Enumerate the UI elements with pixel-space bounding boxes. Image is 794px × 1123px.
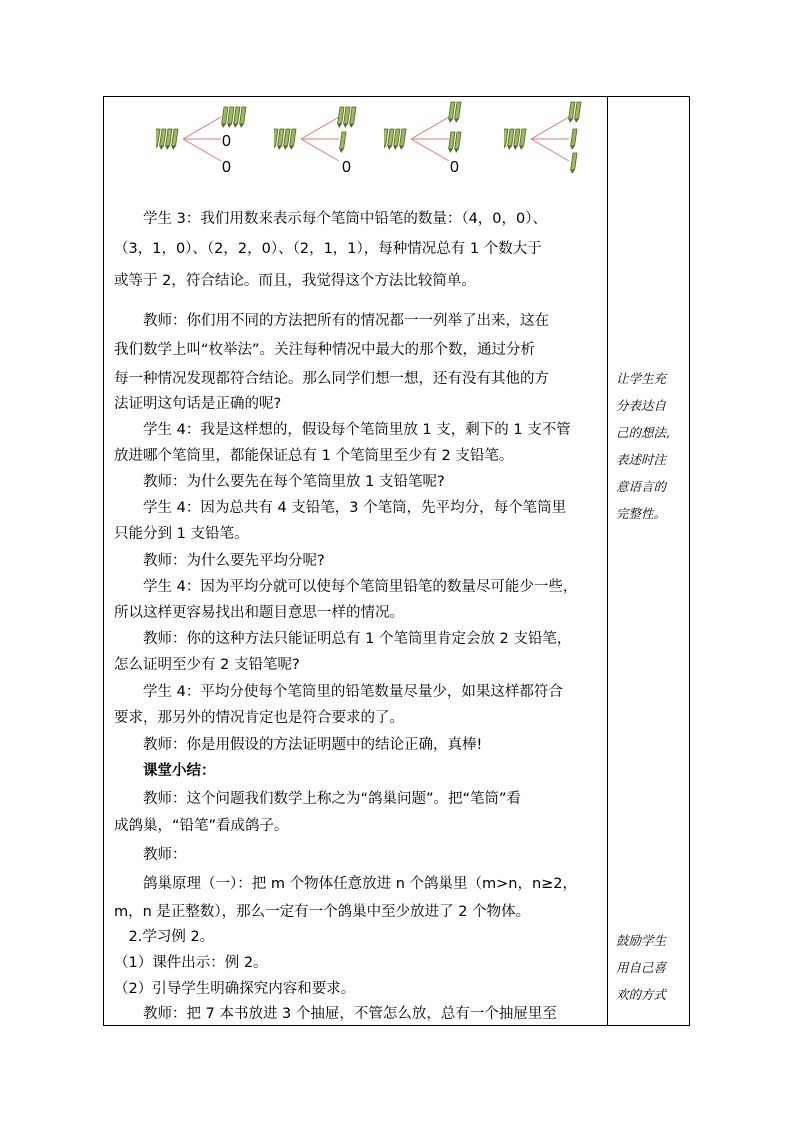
pencil-bundle [570, 153, 577, 174]
lesson-table [103, 96, 690, 1026]
student4c-line1: 学生 4：因为平均分就可以使每个笔筒里铅笔的数量尽可能少一些， [114, 579, 578, 595]
zero-label: 0 [342, 159, 351, 176]
student4b-line1: 学生 4：因为总共有 4 支铅笔，3 个笔筒，先平均分，每个笔筒里 [114, 500, 567, 516]
teacher6-line1: 教师：这个问题我们数学上称之为“鸽巢问题”。把“笔筒”看 [114, 791, 522, 807]
zero-label: 0 [450, 159, 459, 176]
example2-item2: （2）引导学生明确探究内容和要求。 [114, 981, 356, 997]
pencil-icon [513, 129, 520, 150]
teacher1-line3: 每一种情况发现都符合结论。那么同学们想一想，还有没有其他的方 [114, 371, 549, 387]
pencil-icon [239, 107, 246, 128]
figure-2-2-0 [384, 97, 494, 187]
pencil-bundle [274, 129, 296, 150]
pencil-bundle [448, 132, 461, 153]
principle-line1: 鸽巢原理（一）：把 m 个物体任意放进 n 个鸽巢里（m>n，n≥2， [114, 876, 578, 892]
pencil-icon [384, 129, 388, 150]
pencil-icon [349, 107, 356, 128]
teacher8: 教师：把 7 本书放进 3 个抽屉，不管怎么放，总有一个抽屉里至 [114, 1006, 557, 1022]
pencil-bundle [156, 129, 178, 150]
teacher6-line2: 成鸽巢，“铅笔”看成鸽子。 [114, 818, 289, 834]
teacher4-line1: 教师：你的这种方法只能证明总有 1 个笔筒里肯定会放 2 支铅笔， [114, 631, 572, 647]
student4d-line2: 要求，那另外的情况肯定也是符合要求的了。 [114, 710, 404, 726]
pencil-bundle [337, 107, 356, 128]
pencil-icon [570, 153, 577, 174]
teacher7: 教师： [114, 847, 187, 863]
summary-title: 课堂小结： [114, 763, 216, 779]
pencil-icon [274, 129, 278, 150]
note-line: 用自己喜 [616, 960, 667, 975]
pencil-icon [277, 129, 284, 150]
pencil-icon [574, 102, 581, 123]
side-note-expression [616, 365, 686, 527]
pencil-bundle [221, 107, 246, 128]
principle-line2: m，n 是正整数），那么一定有一个鸽巢中至少放进了 2 个物体。 [114, 904, 531, 920]
student3-line1: 学生 3：我们用数来表示每个笔筒中铅笔的数量：（4，0，0）、 [114, 211, 548, 227]
pencil-icon [448, 102, 455, 123]
teacher1-line4: 法证明这句话是正确的呢? [114, 396, 282, 412]
pencil-icon [289, 129, 296, 150]
figure-4-0-0 [156, 97, 266, 187]
note-line: 鼓励学生 [616, 933, 667, 948]
pencil-icon [227, 107, 234, 128]
student4b-line2: 只能分到 1 支铅笔。 [114, 526, 249, 542]
pencil-icon [507, 129, 514, 150]
pencil-icon [454, 102, 461, 123]
note-line: 表述时注 [616, 452, 667, 467]
figure-3-1-0 [274, 97, 384, 187]
teacher3: 教师：为什么要先平均分呢? [114, 553, 325, 569]
pencil-distribution-figures [114, 97, 612, 197]
side-note-encourage [616, 927, 686, 1008]
pencil-icon [343, 107, 350, 128]
pencil-icon [283, 129, 290, 150]
student3-line2: （3，1，0）、（2，2，0）、（2，1，1），每种情况总有 1 个数大于 [114, 241, 542, 257]
pencil-icon [165, 129, 172, 150]
note-line: 让学生充 [616, 371, 667, 386]
teacher5: 教师：你是用假设的方法证明题中的结论正确，真棒! [114, 737, 483, 753]
pencil-icon [387, 129, 394, 150]
notes-column [608, 97, 690, 1025]
pencil-icon [339, 132, 346, 153]
figure-2-1-1 [504, 97, 614, 187]
example2-title: 2.学习例 2。 [114, 929, 215, 945]
pencil-icon [568, 102, 575, 123]
student4a-line1: 学生 4：我是这样想的，假设每个笔筒里放 1 支，剩下的 1 支不管 [114, 422, 571, 438]
pencil-bundle [448, 102, 461, 123]
pencil-icon [233, 107, 240, 128]
student4c-line2: 所以这样更容易找出和题目意思一样的情况。 [114, 605, 404, 621]
pencil-icon [399, 129, 406, 150]
teacher4-line2: 怎么证明至少有 2 支铅笔呢? [114, 657, 300, 673]
zero-label: 0 [222, 133, 231, 150]
student4a-line2: 放进哪个笔筒里，都能保证总有 1 个笔筒里至少有 2 支铅笔。 [114, 448, 514, 464]
pencil-icon [519, 129, 526, 150]
pencil-bundle [570, 129, 577, 150]
pencil-icon [504, 129, 508, 150]
pencil-icon [454, 132, 461, 153]
pencil-icon [159, 129, 166, 150]
pencil-icon [221, 107, 228, 128]
pencil-bundle [504, 129, 526, 150]
pencil-icon [393, 129, 400, 150]
note-line: 意语言的 [616, 479, 667, 494]
student3-line3: 或等于 2，符合结论。而且，我觉得这个方法比较简单。 [114, 273, 476, 289]
pencil-bundle [339, 132, 346, 153]
main-column [114, 97, 602, 1025]
note-line: 完整性。 [616, 506, 667, 521]
note-line: 欢的方式 [616, 987, 667, 1002]
pencil-icon [448, 132, 455, 153]
pencil-bundle [568, 102, 581, 123]
zero-label: 0 [222, 159, 231, 176]
student4d-line1: 学生 4：平均分使每个笔筒里的铅笔数量尽量少，如果这样都符合 [114, 684, 563, 700]
pencil-icon [171, 129, 178, 150]
note-line: 分表达自 [616, 398, 667, 413]
teacher2: 教师：为什么要先在每个笔筒里放 1 支铅笔呢? [114, 474, 445, 490]
pencil-icon [570, 129, 577, 150]
note-line: 己的想法, [616, 425, 670, 440]
teacher1-line2: 我们数学上叫“枚举法”。关注每种情况中最大的那个数，通过分析 [114, 342, 536, 358]
teacher1-line1: 教师：你们用不同的方法把所有的情况都一一列举了出来，这在 [114, 313, 549, 329]
pencil-bundle [384, 129, 406, 150]
pencil-icon [156, 129, 160, 150]
example2-item1: （1）课件出示：例 2。 [114, 955, 268, 971]
